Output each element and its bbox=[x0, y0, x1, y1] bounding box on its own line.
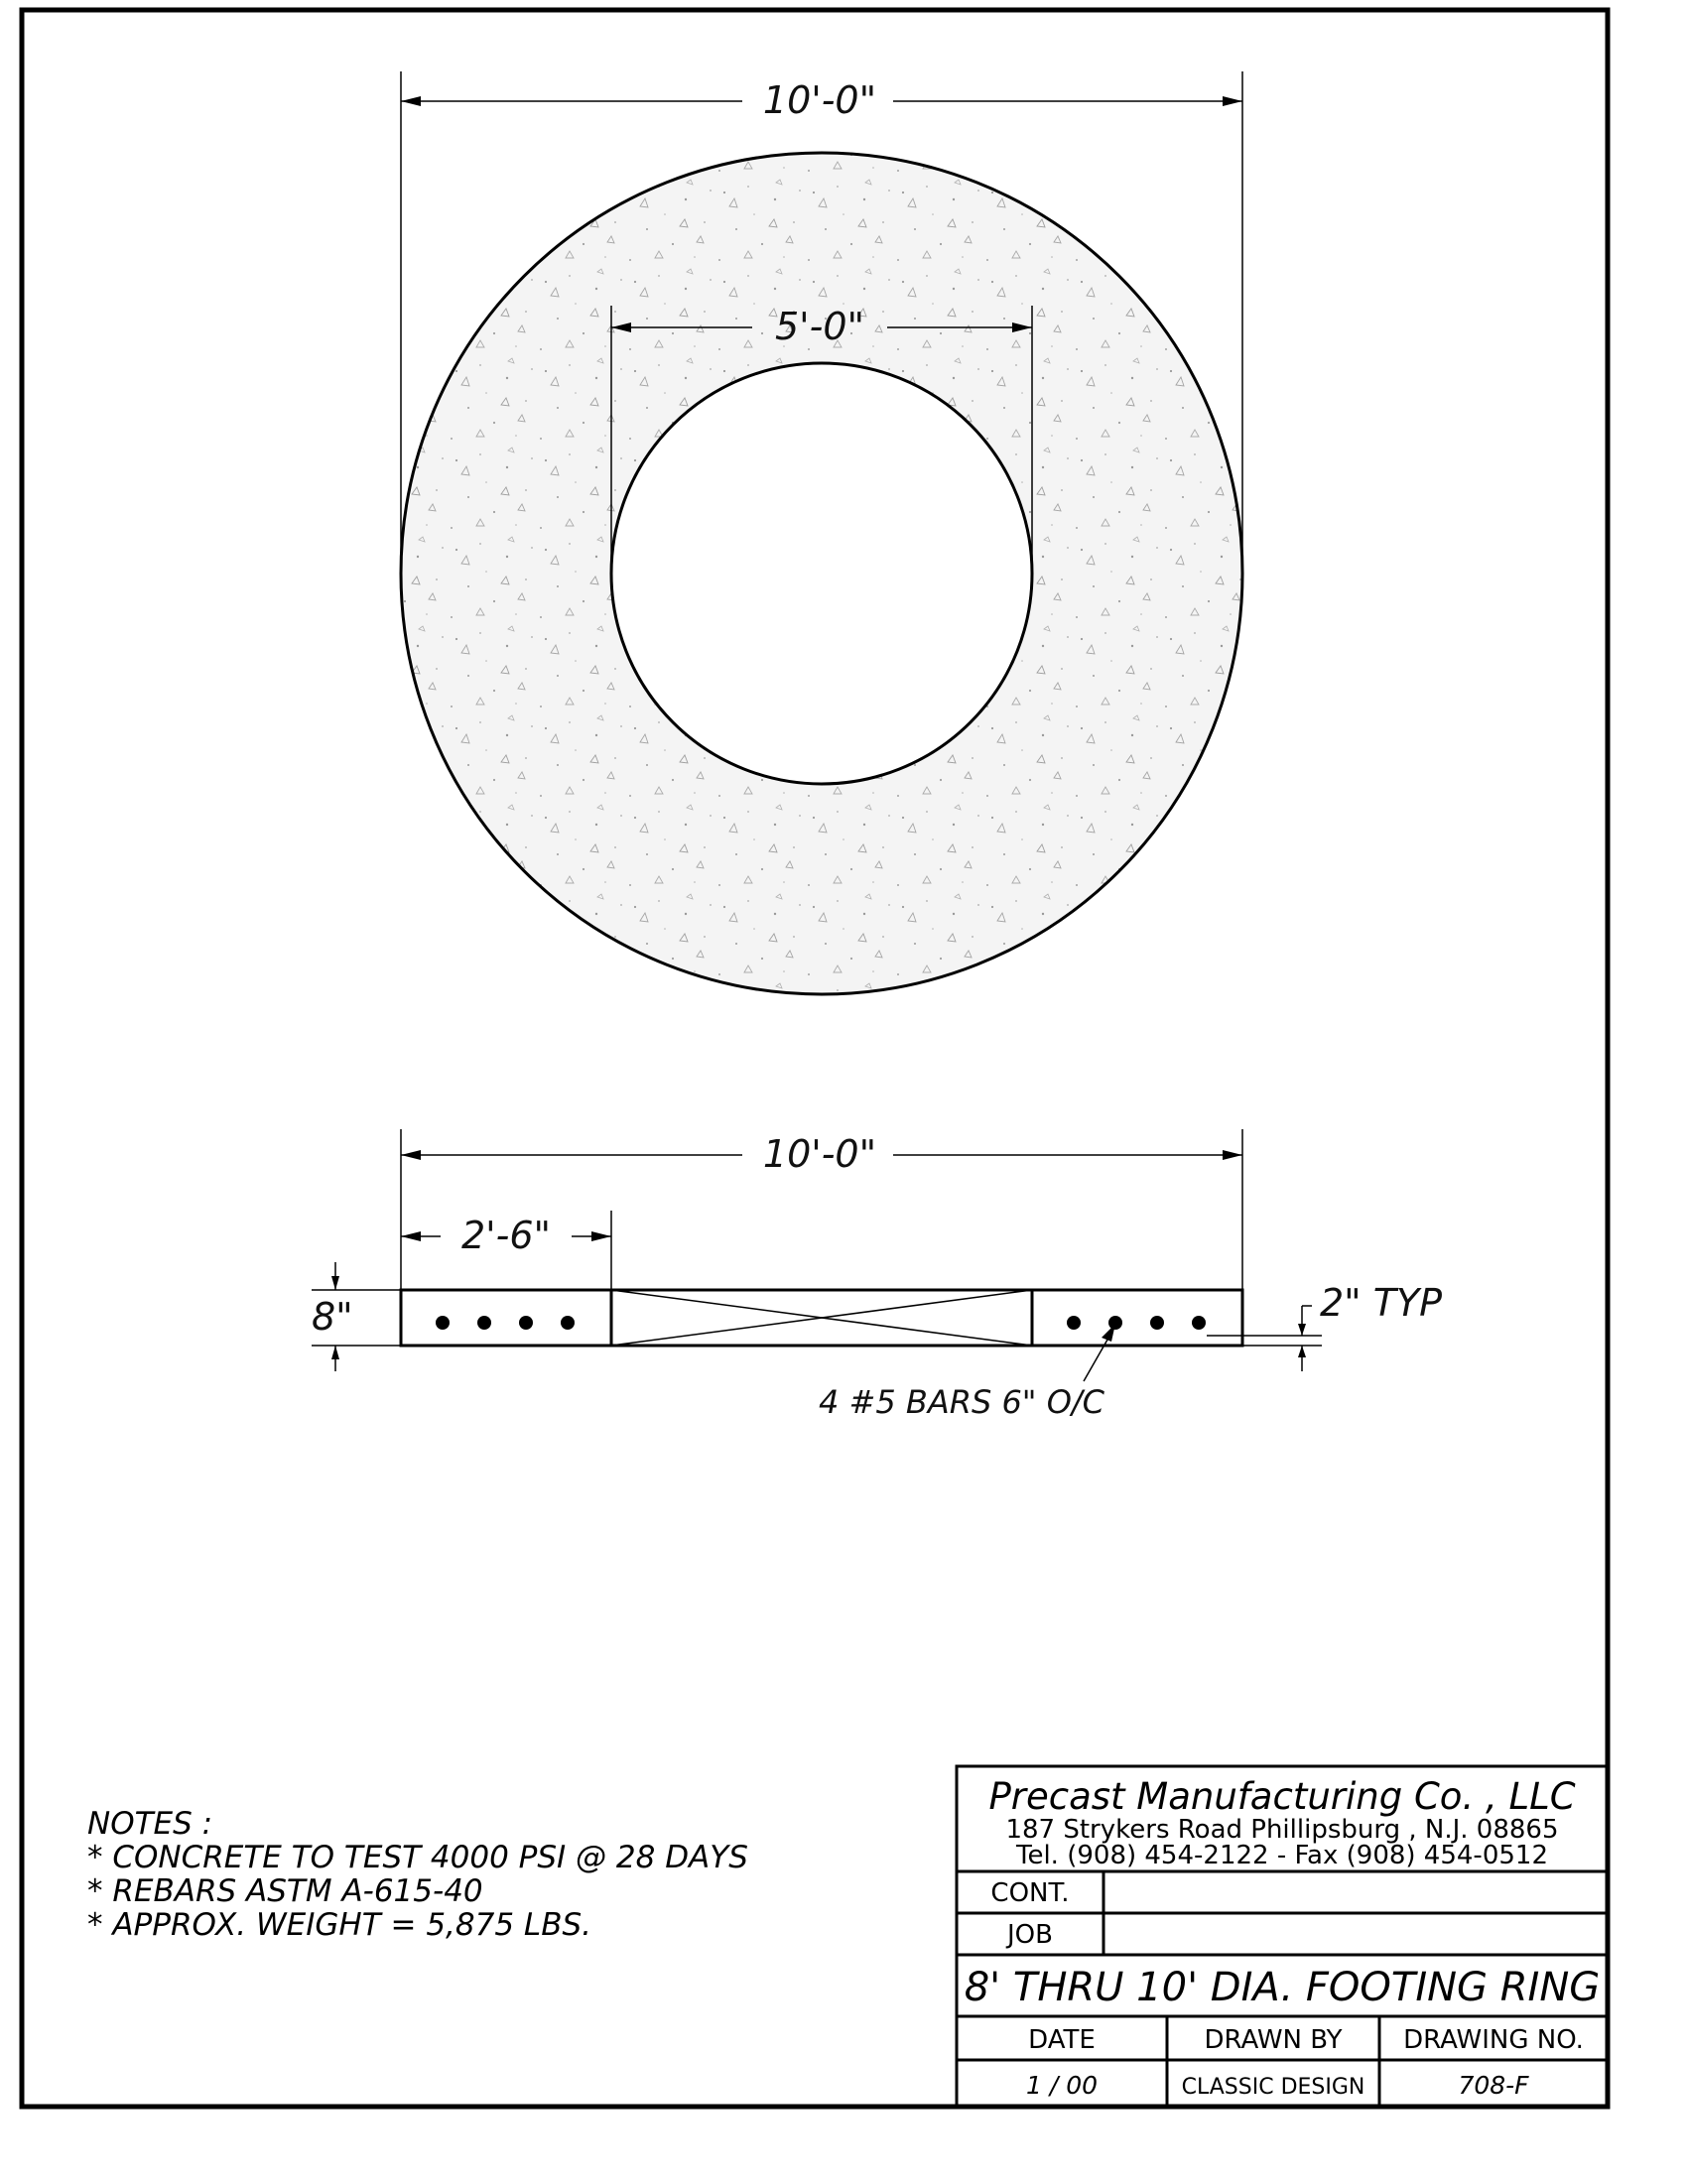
arrowhead bbox=[401, 1150, 421, 1160]
note-item: * REBARS ASTM A-615-40 bbox=[87, 1873, 483, 1909]
company-phone: Tel. (908) 454-2122 - Fax (908) 454-0512 bbox=[1016, 1841, 1548, 1870]
outer-diameter-label: 10'-0" bbox=[762, 78, 877, 122]
drawing-no-value: 708-F bbox=[1458, 2071, 1529, 2100]
arrowhead bbox=[331, 1276, 339, 1290]
bars-callout: 4 #5 BARS 6" O/C bbox=[819, 1383, 1104, 1421]
cover-label: 2" TYP bbox=[1320, 1281, 1443, 1325]
note-item: * APPROX. WEIGHT = 5,875 LBS. bbox=[87, 1907, 592, 1943]
rebar-dot bbox=[519, 1316, 533, 1330]
date-label: DATE bbox=[1028, 2025, 1096, 2055]
thickness-label: 8" bbox=[312, 1295, 353, 1339]
end-width-dimension bbox=[401, 1211, 611, 1290]
rebar-dot bbox=[477, 1316, 491, 1330]
drawing-no-label: DRAWING NO. bbox=[1403, 2025, 1584, 2055]
arrowhead bbox=[1102, 1324, 1115, 1342]
ring-concrete bbox=[401, 153, 1242, 994]
job-label: JOB bbox=[1007, 1920, 1053, 1950]
section-view bbox=[312, 1129, 1442, 1421]
bars-leader bbox=[819, 1324, 1115, 1421]
rebar-dot bbox=[561, 1316, 575, 1330]
inner-diameter-label: 5'-0" bbox=[775, 305, 864, 348]
end-width-label: 2'-6" bbox=[461, 1214, 551, 1257]
arrowhead bbox=[401, 96, 421, 106]
arrowhead bbox=[1298, 1324, 1306, 1336]
rebar-dot bbox=[1192, 1316, 1206, 1330]
title-block bbox=[957, 1766, 1608, 2107]
company-address: 187 Strykers Road Phillipsburg , N.J. 08865 bbox=[1005, 1815, 1559, 1845]
section-length-label: 10'-0" bbox=[762, 1132, 877, 1176]
drawn-by-value: CLASSIC DESIGN bbox=[1181, 2075, 1365, 2100]
rebar-dot bbox=[1108, 1316, 1122, 1330]
note-item: * CONCRETE TO TEST 4000 PSI @ 28 DAYS bbox=[87, 1840, 748, 1875]
rebar-dot bbox=[1067, 1316, 1081, 1330]
cont-label: CONT. bbox=[990, 1878, 1070, 1908]
notes-heading: NOTES : bbox=[87, 1806, 213, 1842]
company-name: Precast Manufacturing Co. , LLC bbox=[988, 1775, 1576, 1818]
drawing-title: 8' THRU 10' DIA. FOOTING RING bbox=[964, 1965, 1601, 2010]
drawn-by-label: DRAWN BY bbox=[1204, 2025, 1343, 2055]
rebar-dot bbox=[436, 1316, 450, 1330]
arrowhead bbox=[1298, 1346, 1306, 1357]
arrowhead bbox=[401, 1231, 421, 1241]
rebar-dot bbox=[1150, 1316, 1164, 1330]
arrowhead bbox=[1223, 1150, 1242, 1160]
arrowhead bbox=[591, 1231, 611, 1241]
notes bbox=[87, 1806, 748, 1943]
plan-view bbox=[401, 71, 1242, 994]
date-value: 1 / 00 bbox=[1025, 2071, 1099, 2100]
arrowhead bbox=[1223, 96, 1242, 106]
section-length-dimension bbox=[401, 1129, 1242, 1290]
ring-inner-edge bbox=[611, 363, 1032, 784]
arrowhead bbox=[331, 1346, 339, 1359]
thickness-dimension bbox=[312, 1262, 401, 1371]
